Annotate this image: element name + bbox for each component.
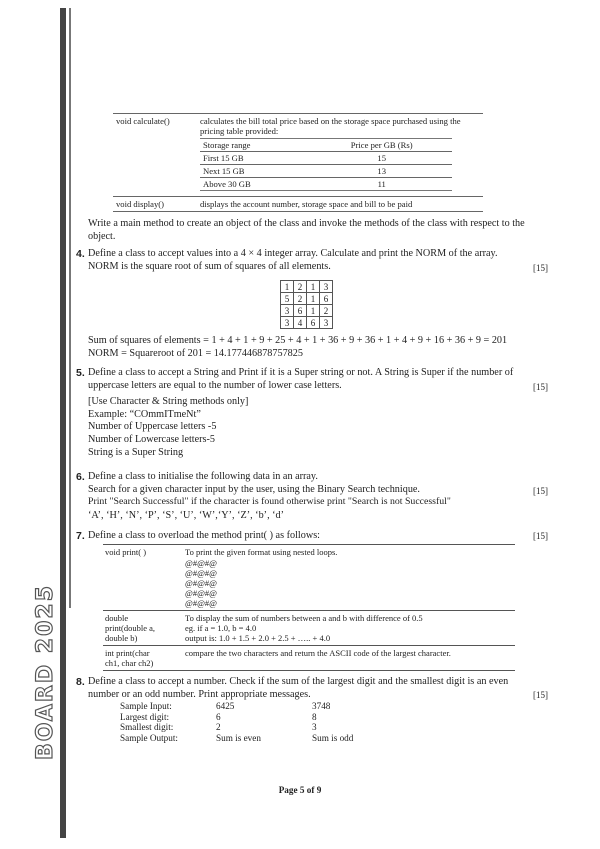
sample-value: 8: [312, 711, 317, 722]
question-text: Define a class to accept values into a 4 × 4 integer array. Calculate and print the NORM of the array. NORM is the square root of sum of squares of all elements.: [88, 248, 498, 272]
method-line: double b): [105, 633, 138, 643]
question-number: 4.: [76, 248, 85, 260]
sample-table: [120, 701, 353, 743]
question-text: Define a class to accept a String and Print if it is a Super string or not. A String is Super if the number of uppercase letters are equal to the number of lower case letters.: [88, 367, 514, 391]
method-line: print(double a,: [105, 623, 156, 633]
pricing-row-price: 15: [311, 152, 452, 165]
method-print: void print( ): [103, 545, 183, 611]
pattern-line: @#@#@: [185, 588, 217, 598]
norm-calculation: [88, 335, 548, 360]
question-number: 6.: [76, 471, 85, 483]
display-method: void display(): [113, 197, 197, 212]
pricing-header-price: Price per GB (Rs): [311, 139, 452, 152]
margin-bar: [60, 8, 66, 838]
question-number: 7.: [76, 530, 85, 542]
pricing-row-range: First 15 GB: [200, 152, 311, 165]
matrix-cell: 1: [307, 293, 320, 305]
question-text: Define a class to accept a number. Check if the sum of the largest digit and the smallest digit is an even number or an odd number. Print appropriate messages.: [88, 676, 509, 700]
matrix-cell: 5: [281, 293, 294, 305]
sample-value: 2: [216, 722, 221, 733]
matrix-cell: 1: [281, 281, 294, 293]
marks: [15]: [533, 382, 548, 392]
sum-line: Sum of squares of elements = 1 + 4 + 1 + 9 + 25 + 4 + 1 + 36 + 9 + 36 + 1 + 4 + 9 + 16 + 36 + 9 = 201: [88, 335, 508, 346]
method-line: int print(char: [105, 648, 150, 658]
matrix-cell: 1: [307, 305, 320, 317]
example-line: Example: “COmmITmeNt”: [88, 408, 201, 420]
calculate-desc: calculates the bill total price based on the storage space purchased using the pricing table provided:: [200, 116, 461, 136]
question-7: [76, 530, 548, 543]
matrix-cell: 3: [320, 281, 333, 293]
sample-label: Sample Input:: [120, 701, 172, 711]
sample-value: 6: [216, 711, 221, 722]
sample-value: 6425: [216, 701, 235, 711]
sample-value: Sum is odd: [312, 732, 354, 743]
method-line: double: [105, 613, 129, 623]
method-desc: To display the sum of numbers between a and b with difference of 0.5: [185, 613, 423, 623]
question-text: Print "Search Successful" if the character is found otherwise print "Search is not Successful": [88, 496, 451, 508]
sample-label: Smallest digit:: [120, 722, 174, 733]
sample-value: 3: [312, 722, 317, 733]
question-number: 8.: [76, 676, 85, 688]
marks: [15]: [533, 690, 548, 700]
sample-label: Largest digit:: [120, 711, 170, 722]
pricing-row-price: 13: [311, 165, 452, 178]
matrix-cell: 3: [281, 317, 294, 329]
matrix-cell: 1: [307, 281, 320, 293]
overload-table: [103, 544, 515, 671]
matrix-cell: 6: [294, 305, 307, 317]
question-6: [76, 471, 548, 522]
method-desc: eg. if a = 1.0, b = 4.0: [185, 623, 257, 633]
method-line: ch1, char ch2): [105, 658, 154, 668]
pattern-line: @#@#@: [185, 598, 217, 608]
norm-line: NORM = Squareroot of 201 = 14.177446878757825: [88, 347, 303, 359]
example-line: [Use Character & String methods only]: [88, 396, 249, 408]
sample-value: Sum is even: [216, 732, 261, 743]
question-text: Define a class to overload the method print( ) as follows:: [88, 530, 320, 541]
method-desc: To print the given format using nested loops.: [185, 547, 338, 557]
array-data: ‘A’, ‘H’, ‘N’, ‘P’, ‘S’, ‘U’, ‘W’,‘Y’, ‘Z’, ‘b’, ‘d’: [88, 509, 285, 521]
pattern-line: @#@#@: [185, 568, 217, 578]
pricing-row-range: Next 15 GB: [200, 165, 311, 178]
calculate-method: void calculate(): [113, 114, 197, 197]
marks: [15]: [533, 531, 548, 541]
pattern-line: @#@#@: [185, 578, 217, 588]
pricing-row-range: Above 30 GB: [200, 178, 311, 191]
sample-value: 3748: [312, 701, 331, 711]
pricing-row-price: 11: [311, 178, 452, 191]
example-line: Number of Uppercase letters -5: [88, 421, 217, 433]
question-8: [76, 676, 548, 701]
question-text: Search for a given character input by the user, using the Binary Search technique.: [88, 483, 420, 495]
pricing-table: [200, 138, 452, 191]
marks: [15]: [533, 263, 548, 273]
marks: [15]: [533, 486, 548, 496]
method-table: [113, 113, 483, 212]
board-2025-label: BOARD 2025: [33, 584, 58, 760]
question-4: [76, 248, 548, 273]
matrix-cell: 2: [320, 305, 333, 317]
matrix-cell: 4: [294, 317, 307, 329]
method-desc: compare the two characters and return the ASCII code of the largest character.: [183, 646, 515, 671]
matrix-cell: 3: [281, 305, 294, 317]
question-number: 5.: [76, 367, 85, 379]
matrix-cell: 6: [320, 293, 333, 305]
page-number: Page 5 of 9: [278, 785, 322, 795]
matrix-cell: 2: [294, 293, 307, 305]
method-desc: output is: 1.0 + 1.5 + 2.0 + 2.5 + ….. + 4.0: [185, 633, 331, 643]
matrix-cell: 3: [320, 317, 333, 329]
matrix-example: [280, 280, 333, 329]
pricing-header-range: Storage range: [200, 139, 311, 152]
question-5: [76, 367, 548, 459]
question-text: Define a class to initialise the following data in an array.: [88, 471, 318, 482]
example-line: Number of Lowercase letters-5: [88, 433, 216, 445]
display-desc: displays the account number, storage space and bill to be paid: [197, 197, 483, 212]
example-line: String is a Super String: [88, 446, 184, 458]
matrix-cell: 6: [307, 317, 320, 329]
margin-bar-thin: [69, 8, 71, 608]
pattern-line: @#@#@: [185, 558, 217, 568]
main-method-text: Write a main method to create an object of the class and invoke the methods of the class with respect to the object.: [88, 218, 525, 242]
sample-label: Sample Output:: [120, 732, 178, 743]
matrix-cell: 2: [294, 281, 307, 293]
